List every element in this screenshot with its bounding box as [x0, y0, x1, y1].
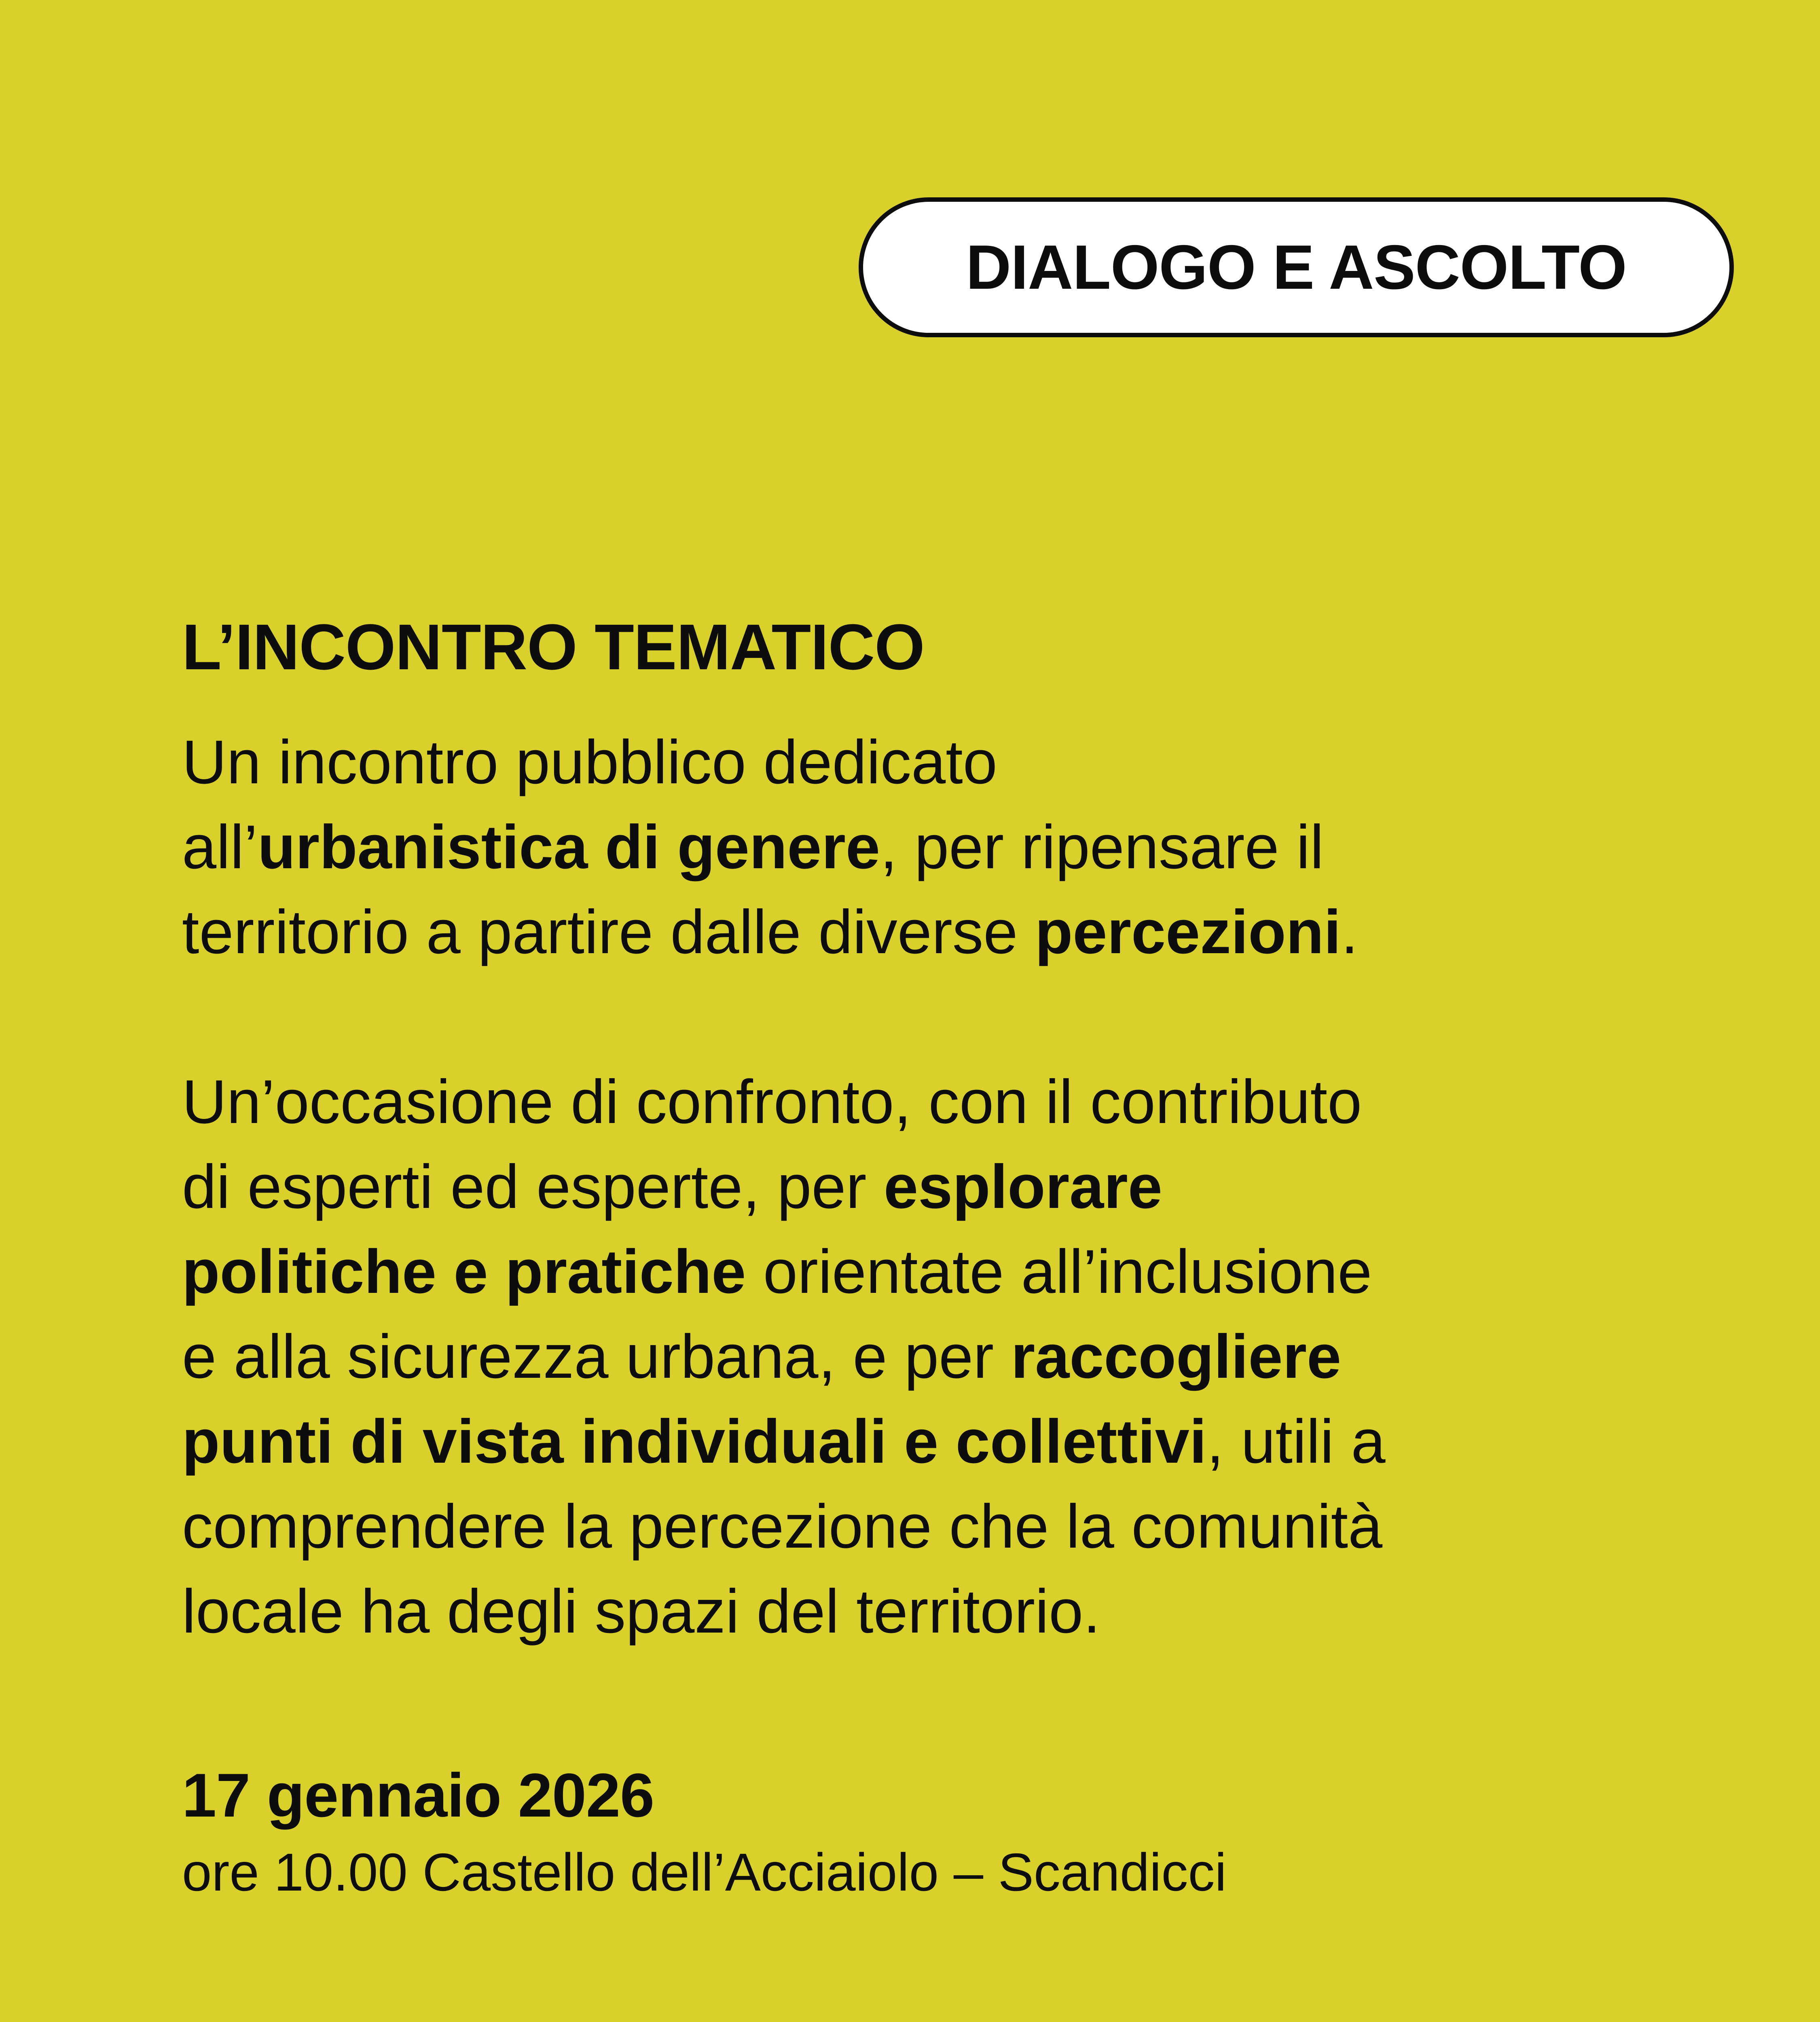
category-tag	[859, 197, 1734, 337]
intro-line-1-text: Un incontro pubblico dedicato	[182, 728, 997, 797]
detail-line-1-text: Un’occasione di confronto, con il contributo	[182, 1067, 1362, 1136]
intro-line	[182, 805, 1658, 890]
highlight-percezioni: percezioni	[1035, 897, 1341, 967]
intro-paragraph	[182, 720, 1658, 975]
intro-line-2-suffix: , per ripensare il	[880, 812, 1324, 882]
detail-line	[182, 1484, 1658, 1569]
intro-line-3-suffix: .	[1341, 897, 1359, 967]
detail-paragraph	[182, 1060, 1658, 1654]
detail-line	[182, 1229, 1658, 1314]
highlight-politiche: politiche e pratiche	[182, 1237, 746, 1306]
intro-line	[182, 890, 1658, 975]
detail-line-4-prefix: e alla sicurezza urbana, e per	[182, 1322, 1011, 1391]
detail-line	[182, 1060, 1658, 1144]
intro-line-2-prefix: all’	[182, 812, 258, 882]
highlight-esplorare: esplorare	[884, 1152, 1162, 1221]
detail-line	[182, 1314, 1658, 1399]
section-title: L’INCONTRO TEMATICO	[182, 611, 925, 683]
detail-line-7-text: locale ha degli spazi del territorio.	[182, 1577, 1100, 1646]
event-time-place: ore 10.00 Castello dell’Acciaiolo – Scandicci	[182, 1842, 1227, 1902]
highlight-urbanistica: urbanistica di genere	[258, 812, 880, 882]
highlight-raccogliere: raccogliere	[1011, 1322, 1342, 1391]
event-info	[182, 1755, 1658, 1909]
detail-line-3-suffix: orientate all’inclusione	[746, 1237, 1372, 1306]
detail-line	[182, 1569, 1658, 1654]
intro-line-3-prefix: territorio a partire dalle diverse	[182, 897, 1035, 967]
intro-line	[182, 720, 1658, 805]
detail-line	[182, 1399, 1658, 1484]
highlight-punti-di-vista: punti di vista individuali e collettivi	[182, 1407, 1207, 1476]
event-date: 17 gennaio 2026	[182, 1761, 654, 1830]
detail-line	[182, 1144, 1658, 1229]
detail-line-5-suffix: , utili a	[1206, 1407, 1386, 1476]
main-content	[182, 607, 1658, 1909]
detail-line-6-text: comprendere la percezione che la comunità	[182, 1492, 1383, 1561]
category-tag-label: DIALOGO E ASCOLTO	[966, 232, 1627, 302]
detail-line-2-prefix: di esperti ed esperte, per	[182, 1152, 884, 1221]
